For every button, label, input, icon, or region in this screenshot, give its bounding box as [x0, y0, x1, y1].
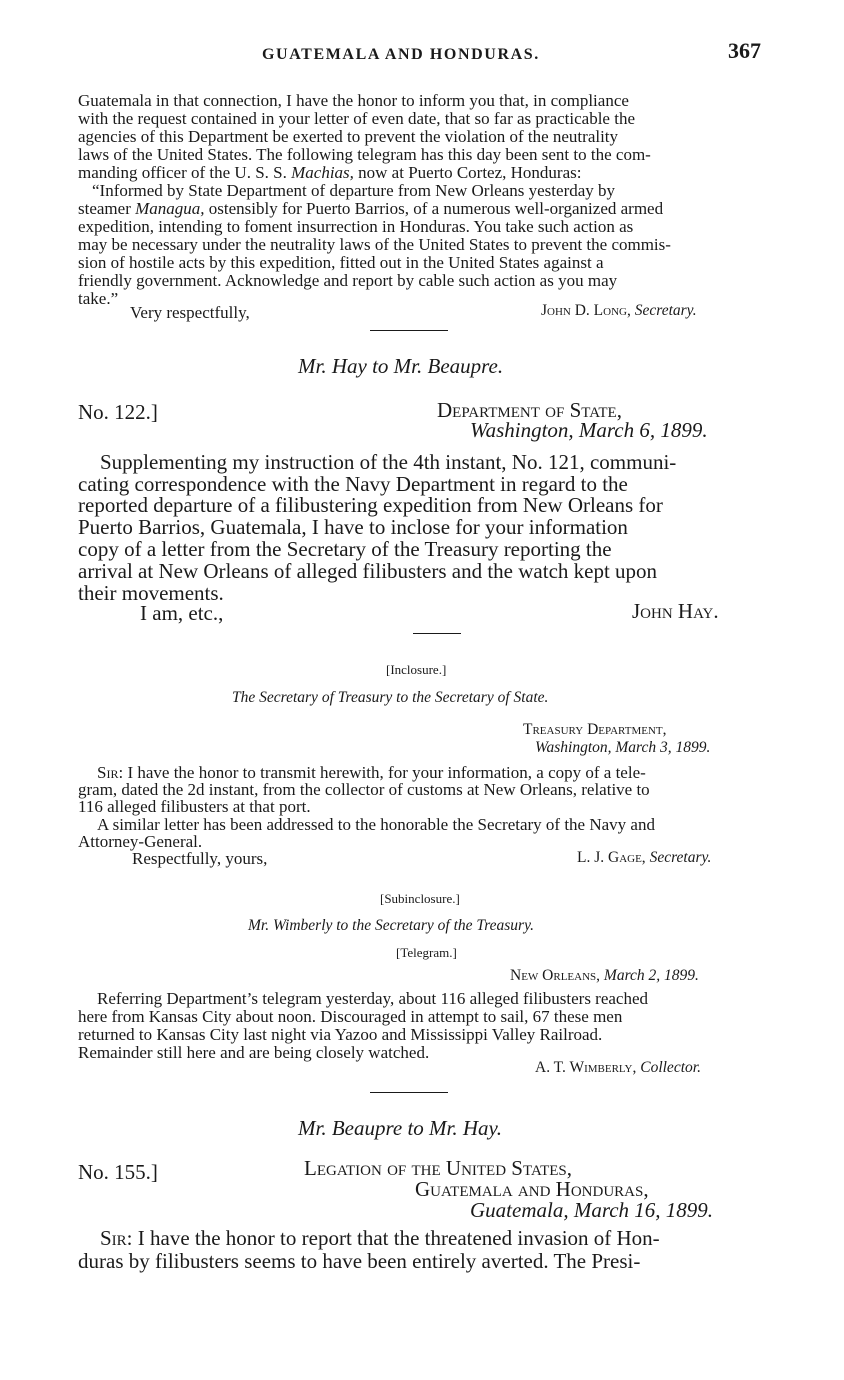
body-line: may be necessary under the neutrality laws of the United States to prevent the commis-	[78, 235, 671, 254]
body-line: A similar letter has been addressed to the honorable the Secretary of the Navy and	[97, 815, 655, 834]
department: Treasury Department,	[523, 721, 667, 738]
telegram-tag: [Telegram.]	[396, 945, 457, 960]
subinclosure-tag: [Subinclosure.]	[380, 891, 460, 906]
body-line: reported departure of a filibustering expedition from New Orleans for	[78, 493, 663, 517]
divider	[370, 1092, 448, 1093]
body-line: arrival at New Orleans of alleged filibusters and the watch kept upon	[78, 559, 658, 583]
body-line: here from Kansas City about noon. Discouraged in attempt to sail, 67 these men	[78, 1007, 623, 1026]
place-date: New Orleans, March 2, 1899.	[510, 967, 699, 984]
section-title: Mr. Beaupre to Mr. Hay.	[298, 1116, 502, 1140]
body-line: agencies of this Department be exerted to prevent the violation of the neutrality	[78, 127, 619, 146]
body-line: gram, dated the 2d instant, from the collector of customs at New Orleans, relative to	[78, 780, 650, 799]
closing: Respectfully, yours,	[132, 849, 268, 868]
body-line: expedition, intending to foment insurrection in Honduras. You take such action as	[78, 217, 634, 236]
place-date: Washington, March 3, 1899.	[535, 739, 711, 756]
department: Department of State,	[437, 398, 622, 422]
body-line: steamer Managua, ostensibly for Puerto Barrios, of a numerous well-organized armed	[78, 199, 664, 218]
signature: L. J. Gage, Secretary.	[577, 849, 712, 866]
body-line: Sir: I have the honor to report that the threatened invasion of Hon-	[100, 1226, 660, 1250]
closing: I am, etc.,	[140, 601, 224, 625]
body-line: 116 alleged filibusters at that port.	[78, 797, 311, 816]
body-line: Referring Department’s telegram yesterday, about 116 alleged filibusters reached	[97, 989, 649, 1008]
body-line: returned to Kansas City last night via Yazoo and Mississippi Valley Railroad.	[78, 1025, 603, 1044]
body-line: friendly government. Acknowledge and report by cable such action as you may	[78, 271, 618, 290]
signature: John Hay.	[632, 599, 719, 623]
signature: A. T. Wimberly, Collector.	[535, 1059, 701, 1076]
body-line: Guatemala in that connection, I have the honor to inform you that, in compliance	[78, 91, 629, 110]
divider	[413, 633, 461, 634]
place-date: Guatemala, March 16, 1899.	[470, 1198, 714, 1222]
legation: Legation of the United States,	[304, 1156, 573, 1180]
body-line: copy of a letter from the Secretary of the Treasury reporting the	[78, 537, 612, 561]
subinclosure-title: Mr. Wimberly to the Secretary of the Treasury.	[248, 917, 534, 934]
section-title: Mr. Hay to Mr. Beaupre.	[298, 354, 504, 378]
document-number: No. 122.]	[78, 400, 158, 424]
body-line: laws of the United States. The following telegram has this day been sent to the com-	[78, 145, 651, 164]
body-line: Sir: I have the honor to transmit herewith, for your information, a copy of a tele-	[97, 763, 646, 782]
body-line: Puerto Barrios, Guatemala, I have to inclose for your information	[78, 515, 628, 539]
body-line: their movements.	[78, 581, 224, 605]
body-line: Attorney-General.	[78, 832, 203, 851]
body-line: duras by filibusters seems to have been entirely averted. The Presi-	[78, 1249, 641, 1273]
running-title: GUATEMALA AND HONDURAS.	[262, 46, 540, 63]
body-line: Remainder still here and are being closely watched.	[78, 1043, 430, 1062]
closing: Very respectfully,	[130, 303, 250, 322]
signature: John D. Long, Secretary.	[541, 302, 697, 319]
body-line: manding officer of the U. S. S. Machias, now at Puerto Cortez, Honduras:	[78, 163, 582, 182]
body-line: cating correspondence with the Navy Department in regard to the	[78, 472, 628, 496]
inclosure-tag: [Inclosure.]	[386, 662, 447, 677]
divider	[370, 330, 448, 331]
body-line: with the request contained in your letter of even date, that so far as practicable the	[78, 109, 635, 128]
document-number: No. 155.]	[78, 1160, 158, 1184]
body-line: take.”	[78, 289, 119, 308]
body-line: Supplementing my instruction of the 4th instant, No. 121, communi-	[100, 450, 677, 474]
inclosure-title: The Secretary of Treasury to the Secretary of State.	[232, 689, 549, 706]
page-number: 367	[728, 38, 761, 63]
countries: Guatemala and Honduras,	[415, 1177, 649, 1201]
body-line: “Informed by State Department of departure from New Orleans yesterday by	[92, 181, 616, 200]
place-date: Washington, March 6, 1899.	[470, 418, 708, 442]
body-line: sion of hostile acts by this expedition, fitted out in the United States against a	[78, 253, 604, 272]
